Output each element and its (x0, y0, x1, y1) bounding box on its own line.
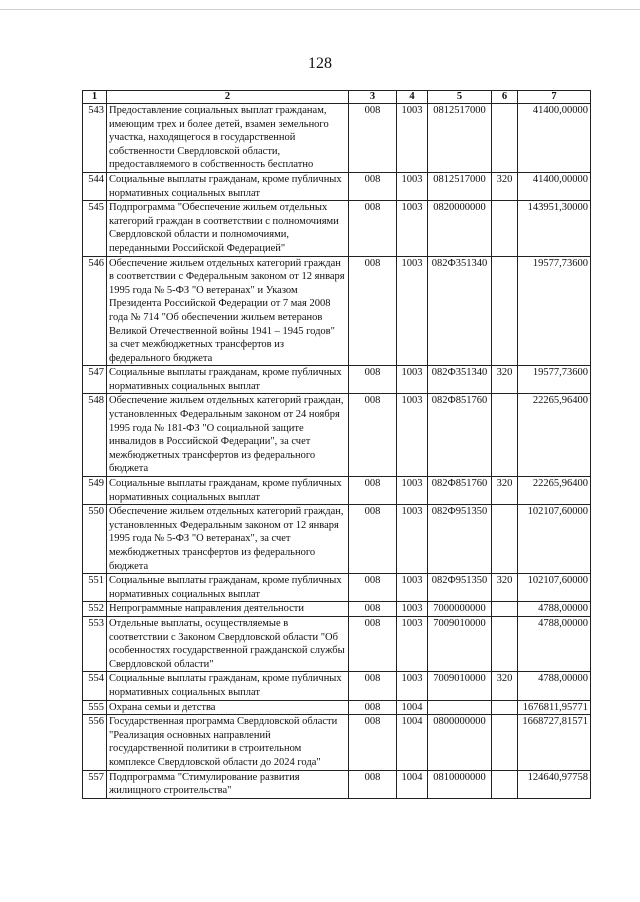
row-amount: 102107,60000 (518, 574, 591, 602)
row-amount: 19577,73600 (518, 256, 591, 366)
ministry-code: 008 (349, 394, 397, 477)
section-code: 1003 (397, 366, 428, 394)
row-amount: 143951,30000 (518, 201, 591, 256)
row-description: Охрана семьи и детства (107, 700, 349, 715)
expense-type-code: 320 (492, 574, 518, 602)
table-row (83, 394, 591, 477)
row-number: 553 (83, 616, 107, 671)
ministry-code: 008 (349, 505, 397, 574)
target-article-code: 0812517000 (428, 172, 492, 200)
row-amount: 22265,96400 (518, 394, 591, 477)
page-number: 128 (308, 55, 332, 72)
expense-type-code (492, 770, 518, 798)
row-amount: 4788,00000 (518, 672, 591, 700)
table-row (83, 505, 591, 574)
section-code: 1004 (397, 700, 428, 715)
target-article-code: 7000000000 (428, 602, 492, 617)
ministry-code: 008 (349, 172, 397, 200)
expense-type-code (492, 700, 518, 715)
row-description: Социальные выплаты гражданам, кроме публичных нормативных социальных выплат (107, 366, 349, 394)
row-description: Непрограммные направления деятельности (107, 602, 349, 617)
table-row (83, 104, 591, 173)
row-number: 555 (83, 700, 107, 715)
row-description: Отдельные выплаты, осуществляемые в соответствии с Законом Свердловской области "Об особенностях государственной гражданской службы Свердловской области" (107, 616, 349, 671)
row-number: 544 (83, 172, 107, 200)
section-code: 1003 (397, 477, 428, 505)
target-article-code: 082Ф951350 (428, 574, 492, 602)
section-code: 1003 (397, 172, 428, 200)
column-header-4: 4 (397, 91, 428, 104)
expense-type-code (492, 104, 518, 173)
column-header-7: 7 (518, 91, 591, 104)
row-amount: 1668727,81571 (518, 715, 591, 770)
section-code: 1003 (397, 201, 428, 256)
ministry-code: 008 (349, 201, 397, 256)
row-number: 546 (83, 256, 107, 366)
row-number: 547 (83, 366, 107, 394)
row-number: 551 (83, 574, 107, 602)
ministry-code: 008 (349, 770, 397, 798)
table-row (83, 672, 591, 700)
row-amount: 22265,96400 (518, 477, 591, 505)
section-code: 1003 (397, 672, 428, 700)
target-article-code: 0820000000 (428, 201, 492, 256)
row-amount: 124640,97758 (518, 770, 591, 798)
ministry-code: 008 (349, 616, 397, 671)
expense-type-code (492, 201, 518, 256)
ministry-code: 008 (349, 104, 397, 173)
table-row (83, 616, 591, 671)
row-number: 556 (83, 715, 107, 770)
row-amount: 41400,00000 (518, 104, 591, 173)
row-number: 554 (83, 672, 107, 700)
budget-table (82, 90, 591, 799)
header-row (83, 91, 591, 104)
section-code: 1003 (397, 616, 428, 671)
table-row (83, 477, 591, 505)
target-article-code: 082Ф851760 (428, 394, 492, 477)
column-header-5: 5 (428, 91, 492, 104)
row-description: Социальные выплаты гражданам, кроме публичных нормативных социальных выплат (107, 574, 349, 602)
expense-type-code (492, 394, 518, 477)
expense-type-code (492, 602, 518, 617)
row-description: Обеспечение жильем отдельных категорий граждан в соответствии с Федеральным законом от 12 января 1995 года № 5-ФЗ "О ветеранах" и Указом Президента Российской Федерации от 7 мая 2008 года № 714 "Об обеспечении жильем ветеранов Великой Отечественной войны 1941 – 1945 годов" за счет межбюджетных трансфертов из федерального бюджета (107, 256, 349, 366)
column-header-6: 6 (492, 91, 518, 104)
top-rule (0, 9, 640, 10)
target-article-code: 0812517000 (428, 104, 492, 173)
table-row (83, 602, 591, 617)
column-header-1: 1 (83, 91, 107, 104)
row-number: 543 (83, 104, 107, 173)
expense-type-code: 320 (492, 672, 518, 700)
target-article-code: 7009010000 (428, 616, 492, 671)
target-article-code: 0810000000 (428, 770, 492, 798)
table-row (83, 715, 591, 770)
section-code: 1003 (397, 394, 428, 477)
table-row (83, 770, 591, 798)
ministry-code: 008 (349, 574, 397, 602)
table-row (83, 201, 591, 256)
section-code: 1003 (397, 602, 428, 617)
section-code: 1003 (397, 505, 428, 574)
target-article-code: 7009010000 (428, 672, 492, 700)
row-description: Подпрограмма "Обеспечение жильем отдельных категорий граждан в соответствии с полномочиями Свердловской области и полномочиями, переданными Российской Федерацией" (107, 201, 349, 256)
table-row (83, 574, 591, 602)
ministry-code: 008 (349, 602, 397, 617)
section-code: 1004 (397, 715, 428, 770)
column-header-2: 2 (107, 91, 349, 104)
row-number: 550 (83, 505, 107, 574)
row-amount: 4788,00000 (518, 602, 591, 617)
section-code: 1003 (397, 574, 428, 602)
target-article-code: 082Ф351340 (428, 256, 492, 366)
row-description: Социальные выплаты гражданам, кроме публичных нормативных социальных выплат (107, 172, 349, 200)
row-description: Подпрограмма "Стимулирование развития жилищного строительства" (107, 770, 349, 798)
row-description: Социальные выплаты гражданам, кроме публичных нормативных социальных выплат (107, 477, 349, 505)
table-row (83, 700, 591, 715)
expense-type-code (492, 256, 518, 366)
ministry-code: 008 (349, 256, 397, 366)
row-description: Обеспечение жильем отдельных категорий граждан, установленных Федеральным законом от 24 ноября 1995 года № 181-ФЗ "О социальной защите инвалидов в Российской Федерации", за счет межбюджетных трансфертов из федерального бюджета (107, 394, 349, 477)
row-number: 545 (83, 201, 107, 256)
target-article-code: 082Ф851760 (428, 477, 492, 505)
row-number: 557 (83, 770, 107, 798)
row-number: 552 (83, 602, 107, 617)
target-article-code: 0800000000 (428, 715, 492, 770)
expense-type-code: 320 (492, 366, 518, 394)
row-number: 549 (83, 477, 107, 505)
ministry-code: 008 (349, 477, 397, 505)
row-amount: 102107,60000 (518, 505, 591, 574)
expense-type-code (492, 505, 518, 574)
target-article-code (428, 700, 492, 715)
ministry-code: 008 (349, 700, 397, 715)
row-amount: 1676811,95771 (518, 700, 591, 715)
row-description: Государственная программа Свердловской области "Реализация основных направлений государственной политики в строительном комплексе Свердловской области до 2024 года" (107, 715, 349, 770)
expense-type-code: 320 (492, 477, 518, 505)
ministry-code: 008 (349, 366, 397, 394)
table-body (83, 104, 591, 799)
ministry-code: 008 (349, 715, 397, 770)
column-header-3: 3 (349, 91, 397, 104)
expense-type-code (492, 715, 518, 770)
expense-type-code (492, 616, 518, 671)
row-number: 548 (83, 394, 107, 477)
section-code: 1004 (397, 770, 428, 798)
target-article-code: 082Ф951350 (428, 505, 492, 574)
table-row (83, 256, 591, 366)
ministry-code: 008 (349, 672, 397, 700)
table-row (83, 172, 591, 200)
section-code: 1003 (397, 256, 428, 366)
section-code: 1003 (397, 104, 428, 173)
row-amount: 19577,73600 (518, 366, 591, 394)
table-row (83, 366, 591, 394)
row-amount: 41400,00000 (518, 172, 591, 200)
row-description: Предоставление социальных выплат гражданам, имеющим трех и более детей, взамен земельного участка, находящегося в государственной собственности Свердловской области, предоставляемого в собственность бесплатно (107, 104, 349, 173)
row-description: Обеспечение жильем отдельных категорий граждан, установленных Федеральным законом от 12 января 1995 года № 5-ФЗ "О ветеранах", за счет межбюджетных трансфертов из федерального бюджета (107, 505, 349, 574)
target-article-code: 082Ф351340 (428, 366, 492, 394)
expense-type-code: 320 (492, 172, 518, 200)
row-amount: 4788,00000 (518, 616, 591, 671)
row-description: Социальные выплаты гражданам, кроме публичных нормативных социальных выплат (107, 672, 349, 700)
